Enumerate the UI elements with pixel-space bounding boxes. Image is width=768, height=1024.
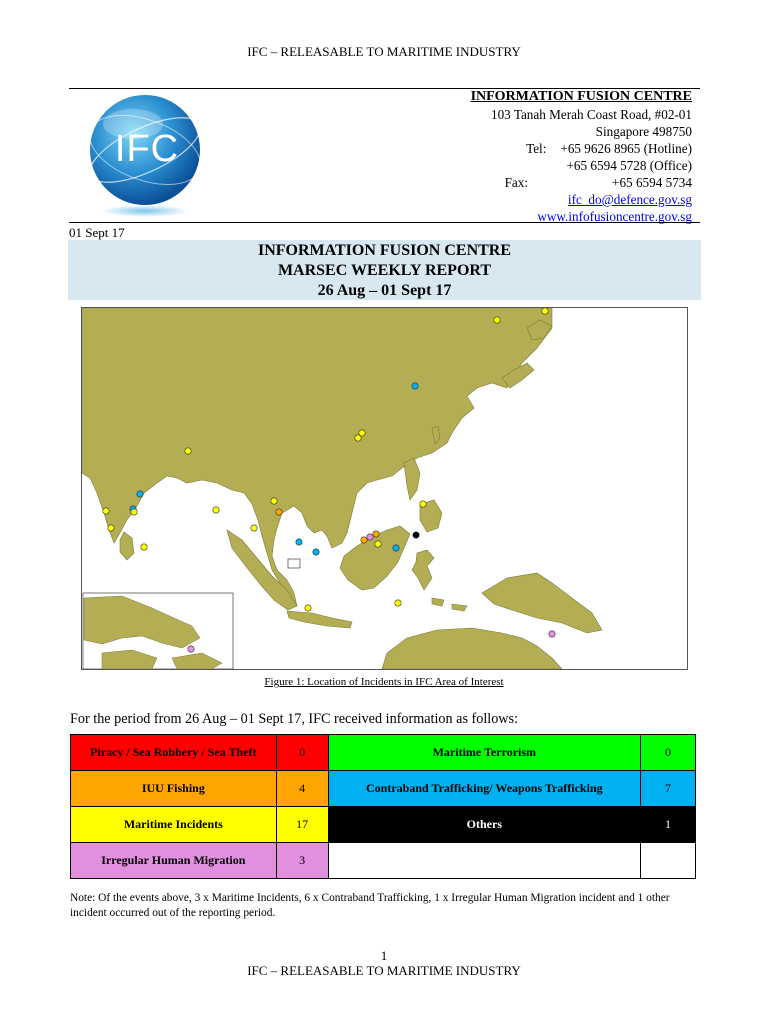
map-inset bbox=[83, 593, 233, 669]
classification-footer: IFC – RELEASABLE TO MARITIME INDUSTRY bbox=[247, 963, 521, 978]
marker-maritime-incident bbox=[355, 435, 361, 441]
inset-locator-box bbox=[288, 559, 300, 568]
category-label: Irregular Human Migration bbox=[71, 843, 277, 879]
marker-maritime-incident bbox=[305, 605, 311, 611]
marker-maritime-incident bbox=[395, 600, 401, 606]
category-label bbox=[328, 843, 640, 879]
marker-iuu-fishing bbox=[373, 531, 379, 537]
marker-others bbox=[413, 532, 419, 538]
table-row bbox=[71, 807, 696, 843]
fax-line bbox=[471, 174, 692, 191]
category-count: 1 bbox=[641, 807, 696, 843]
address-line-1: 103 Tanah Merah Coast Road, #02-01 bbox=[490, 107, 692, 122]
note-text: Note: Of the events above, 3 x Maritime Incidents, 6 x Contraband Trafficking, 1 x Irregular Human Migration incident and 1 other incident occurred out of the reporting period. bbox=[70, 892, 670, 919]
category-count bbox=[641, 843, 696, 879]
intro-text: For the period from 26 Aug – 01 Sept 17, IFC received information as follows: bbox=[70, 711, 519, 727]
marker-iuu-fishing bbox=[276, 509, 282, 515]
address-rule bbox=[69, 222, 700, 223]
category-label: Others bbox=[328, 807, 640, 843]
category-label: IUU Fishing bbox=[71, 771, 277, 807]
tel-office: +65 6594 5728 (Office) bbox=[566, 158, 692, 173]
address-line-2: Singapore 498750 bbox=[595, 124, 692, 139]
category-label: Piracy / Sea Robbery / Sea Theft bbox=[71, 735, 277, 771]
marker-contraband bbox=[313, 549, 319, 555]
marker-maritime-incident bbox=[131, 509, 137, 515]
incident-summary-table bbox=[70, 734, 696, 879]
category-count: 0 bbox=[641, 735, 696, 771]
marker-maritime-incident bbox=[375, 541, 381, 547]
table-row bbox=[71, 735, 696, 771]
marker-maritime-incident bbox=[251, 525, 257, 531]
table-row bbox=[71, 843, 696, 879]
category-count: 3 bbox=[276, 843, 328, 879]
marker-maritime-incident bbox=[420, 501, 426, 507]
report-title-org: INFORMATION FUSION CENTRE bbox=[257, 242, 512, 259]
fax-label: Fax: bbox=[504, 175, 529, 190]
report-date: 01 Sept 17 bbox=[69, 225, 125, 240]
marker-iuu-fishing bbox=[361, 537, 367, 543]
marker-contraband bbox=[412, 383, 418, 389]
marker-maritime-incident bbox=[108, 525, 114, 531]
email-link[interactable]: ifc_do@defence.gov.sg bbox=[567, 192, 692, 207]
marker-maritime-incident bbox=[271, 498, 277, 504]
marker-maritime-incident bbox=[141, 544, 147, 550]
tel-hotline: +65 9626 8965 (Hotline) bbox=[560, 141, 692, 156]
figure-caption: Figure 1: Location of Incidents in IFC Area of Interest bbox=[264, 676, 504, 688]
marker-maritime-incident bbox=[213, 507, 219, 513]
org-address-block bbox=[471, 88, 692, 225]
marker-maritime-incident bbox=[103, 508, 109, 514]
category-label: Maritime Incidents bbox=[71, 807, 277, 843]
logo-text: IFC bbox=[114, 128, 180, 170]
incident-map bbox=[81, 307, 688, 670]
marker-contraband bbox=[393, 545, 399, 551]
report-title-main: MARSEC WEEKLY REPORT bbox=[277, 262, 492, 279]
category-count: 0 bbox=[276, 735, 328, 771]
page-number: 1 bbox=[380, 948, 388, 963]
fax-number: +65 6594 5734 bbox=[612, 175, 692, 190]
ifc-logo bbox=[78, 94, 214, 218]
website-link[interactable]: www.infofusioncentre.gov.sg bbox=[537, 209, 692, 224]
marker-migration bbox=[549, 631, 555, 637]
category-count: 17 bbox=[276, 807, 328, 843]
category-label: Contraband Trafficking/ Weapons Trafficking bbox=[328, 771, 640, 807]
marker-migration bbox=[188, 646, 194, 652]
tel-label: Tel: bbox=[526, 141, 547, 156]
category-count: 4 bbox=[276, 771, 328, 807]
tel-hotline-line bbox=[471, 140, 692, 157]
marker-migration bbox=[367, 534, 373, 540]
marker-contraband bbox=[137, 491, 143, 497]
org-name: INFORMATION FUSION CENTRE bbox=[470, 89, 692, 104]
classification-header: IFC – RELEASABLE TO MARITIME INDUSTRY bbox=[247, 44, 521, 59]
marker-contraband bbox=[296, 539, 302, 545]
marker-maritime-incident bbox=[542, 308, 548, 314]
table-row bbox=[71, 771, 696, 807]
report-title-period: 26 Aug – 01 Sept 17 bbox=[317, 282, 452, 299]
marker-maritime-incident bbox=[185, 448, 191, 454]
report-title-band bbox=[68, 240, 701, 300]
category-count: 7 bbox=[641, 771, 696, 807]
category-label: Maritime Terrorism bbox=[328, 735, 640, 771]
marker-maritime-incident bbox=[494, 317, 500, 323]
